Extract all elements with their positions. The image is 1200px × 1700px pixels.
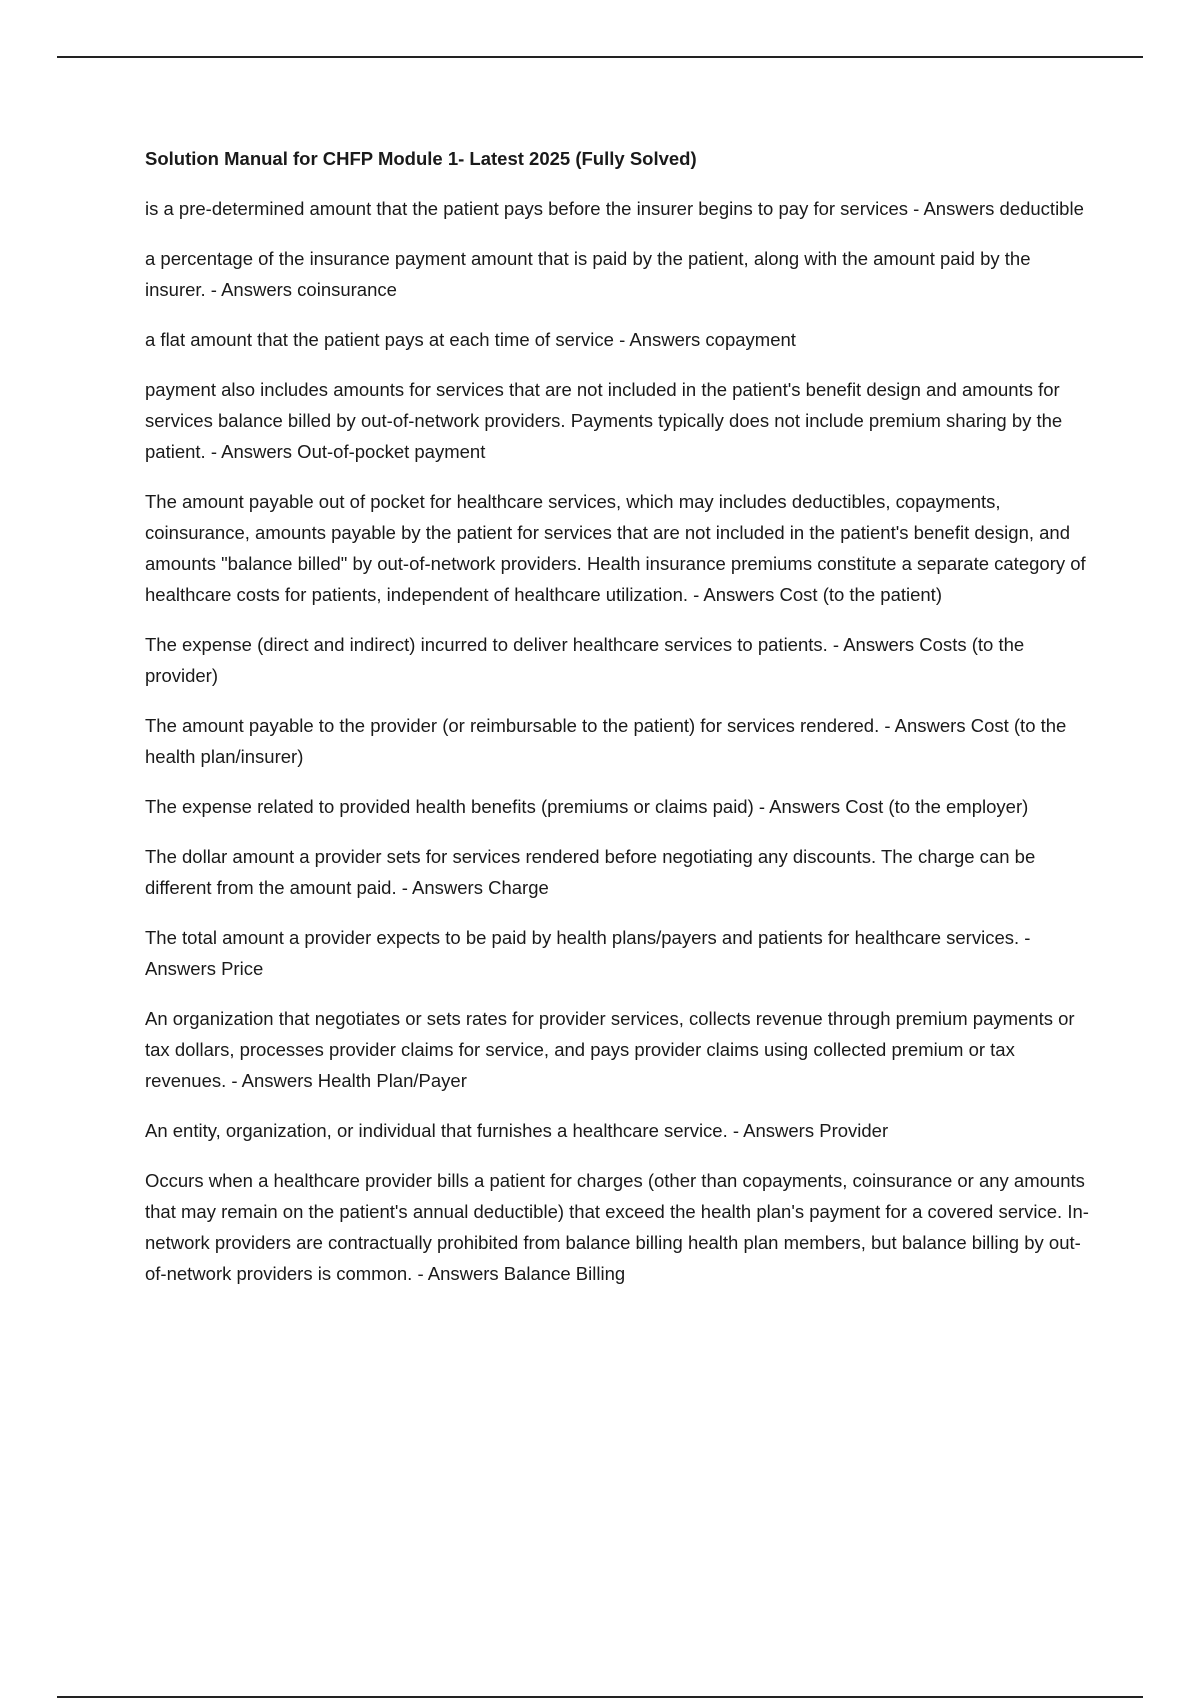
bottom-rule [57,1696,1143,1698]
qa-entry: An organization that negotiates or sets rates for provider services, collects revenue through premium payments or tax dollars, processes provider claims for service, and pays provider claims using collected premium or tax revenues. - Answers Health Plan/Payer [145,1008,1075,1091]
top-rule [57,56,1143,58]
qa-entry: a percentage of the insurance payment amount that is paid by the patient, along with the amount paid by the insurer. - Answers coinsurance [145,248,1031,300]
qa-entry: The dollar amount a provider sets for services rendered before negotiating any discounts. The charge can be different from the amount paid. - Answers Charge [145,846,1036,898]
document-title: Solution Manual for CHFP Module 1- Latest 2025 (Fully Solved) [145,148,697,169]
document-body [145,146,1090,1308]
qa-entry: The amount payable to the provider (or reimbursable to the patient) for services rendered. - Answers Cost (to the health plan/insurer) [145,715,1067,767]
qa-entry: payment also includes amounts for services that are not included in the patient's benefit design and amounts for services balance billed by out-of-network providers. Payments typically does not include premium sharing by the patient. - Answers Out-of-pocket payment [145,379,1063,462]
qa-entry: The expense (direct and indirect) incurred to deliver healthcare services to patients. - Answers Costs (to the provider) [145,634,1025,686]
qa-entry: The total amount a provider expects to be paid by health plans/payers and patients for healthcare services. - Answers Price [145,927,1031,979]
qa-entry: a flat amount that the patient pays at each time of service - Answers copayment [145,329,796,350]
qa-entry: The expense related to provided health benefits (premiums or claims paid) - Answers Cost (to the employer) [145,796,1029,817]
qa-entry: Occurs when a healthcare provider bills a patient for charges (other than copayments, coinsurance or any amounts that may remain on the patient's annual deductible) that exceed the health plan's payment for a covered service. In-network providers are contractually prohibited from balance billing health plan members, but balance billing by out-of-network providers is common. - Answers Balance Billing [145,1170,1089,1284]
qa-entry: The amount payable out of pocket for healthcare services, which may includes deductibles, copayments, coinsurance, amounts payable by the patient for services that are not included in the patient's benefit design, and amounts "balance billed" by out-of-network providers. Health insurance premiums constitute a separate category of healthcare costs for patients, independent of healthcare utilization. - Answers Cost (to the patient) [145,491,1086,605]
qa-entry: An entity, organization, or individual that furnishes a healthcare service. - Answers Provider [145,1120,889,1141]
qa-entry: is a pre-determined amount that the patient pays before the insurer begins to pay for services - Answers deductible [145,198,1084,219]
